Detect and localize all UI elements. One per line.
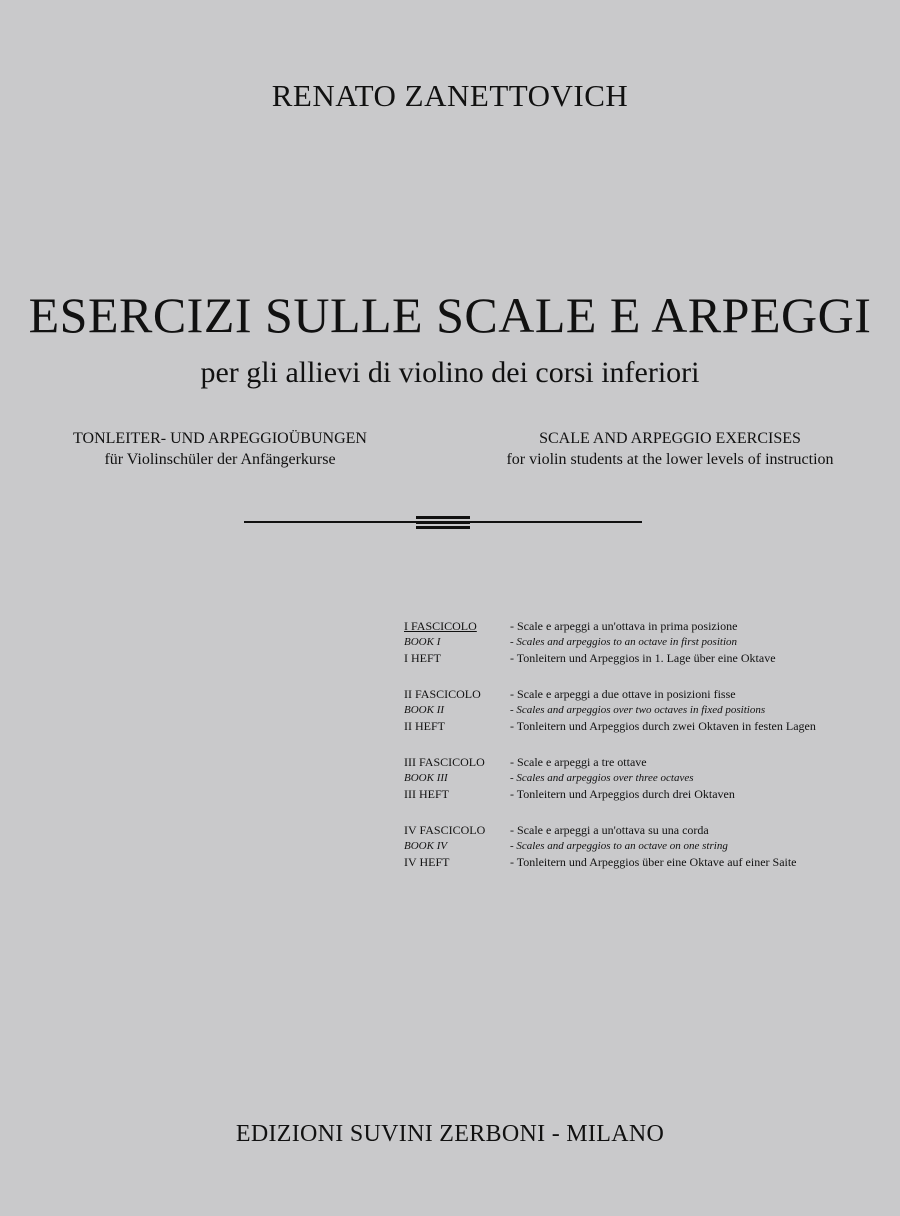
german-translation [40,428,400,470]
book-de-desc: - Tonleitern und Arpeggios über eine Oktave auf einer Saite [510,855,797,869]
book-de-desc: - Tonleitern und Arpeggios durch drei Oktaven [510,787,735,801]
book-en-desc: - Scales and arpeggios over three octaves [510,772,694,784]
book-de-label: IV HEFT [404,855,450,869]
book-list [404,618,884,890]
book-de-label: II HEFT [404,719,445,733]
book-en-desc: - Scales and arpeggios over two octaves in fixed positions [510,704,766,716]
book-it-label: II FASCICOLO [404,687,481,701]
book-entry [404,754,884,802]
ornamental-divider [244,516,642,538]
book-en-label: BOOK III [404,772,448,784]
english-heading: SCALE AND ARPEGGIO EXERCISES [539,430,801,447]
book-en-label: BOOK II [404,704,445,716]
book-en-desc: - Scales and arpeggios to an octave on one string [510,840,728,852]
book-de-desc: - Tonleitern und Arpeggios in 1. Lage über eine Oktave [510,651,776,665]
book-it-desc: - Scale e arpeggi a un'ottava su una corda [510,823,709,837]
english-translation [470,428,870,470]
book-it-desc: - Scale e arpeggi a un'ottava in prima posizione [510,619,738,633]
book-en-label: BOOK I [404,636,441,648]
book-de-label: I HEFT [404,651,441,665]
book-de-label: III HEFT [404,787,449,801]
book-entry [404,822,884,870]
german-subheading: für Violinschüler der Anfängerkurse [104,451,336,468]
book-it-desc: - Scale e arpeggi a tre ottave [510,755,647,769]
book-it-label: III FASCICOLO [404,755,485,769]
book-it-desc: - Scale e arpeggi a due ottave in posizioni fisse [510,687,736,701]
book-it-label: IV FASCICOLO [404,823,486,837]
publisher-imprint: EDIZIONI SUVINI ZERBONI - MILANO [235,1121,665,1147]
composer-name: RENATO ZANETTOVICH [271,78,629,113]
book-en-desc: - Scales and arpeggios to an octave in first position [510,636,738,648]
german-heading: TONLEITER- UND ARPEGGIOÜBUNGEN [73,430,367,447]
book-it-label: I FASCICOLO [404,619,477,633]
book-de-desc: - Tonleitern und Arpeggios durch zwei Oktaven in festen Lagen [510,719,816,733]
book-entry [404,618,884,666]
english-subheading: for violin students at the lower levels of instruction [506,451,834,468]
page-title: ESERCIZI SULLE SCALE E ARPEGGI [28,287,872,343]
book-en-label: BOOK IV [404,840,448,852]
page-subtitle: per gli allievi di violino dei corsi inferiori [200,356,700,389]
book-entry [404,686,884,734]
